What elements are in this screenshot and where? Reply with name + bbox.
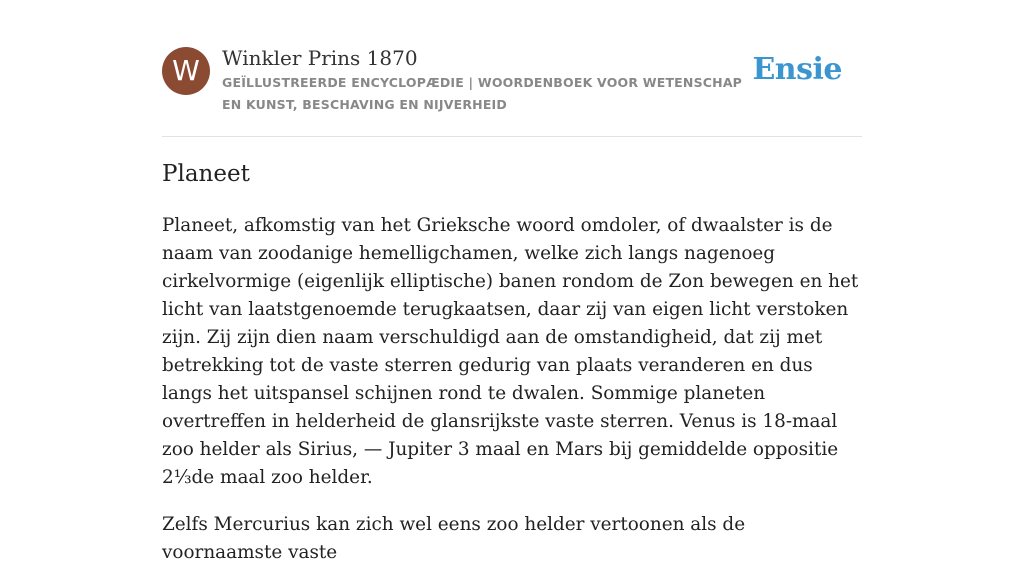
- article-title: Planeet: [162, 161, 250, 187]
- source-subtitle: GEÏLLUSTREERDE ENCYCLOPÆDIE | WOORDENBOEK VOOR WETENSCHAP EN KUNST, BESCHAVING EN NIJVERHEID: [222, 75, 743, 112]
- source-title[interactable]: Winkler Prins 1870: [222, 46, 418, 70]
- ensie-logo[interactable]: Ensie: [752, 52, 842, 87]
- article-body: [162, 212, 862, 586]
- source-avatar[interactable]: W: [162, 47, 210, 95]
- article-paragraph: Planeet, afkomstig van het Grieksche woord omdoler, of dwaalster is de naam van zoodanige hemelligchamen, welke zich langs nagenoeg cirkelvormige (eigenlijk elliptische) banen rondom de Zon bewegen en het licht van laatstgenoemde terugkaatsen, daar zij van eigen licht verstoken zijn. Zij zijn dien naam verschuldigd aan de omstandigheid, dat zij met betrekking tot de vaste sterren gedurig van plaats veranderen en dus langs het uitspansel schijnen rond te dwalen. Sommige planeten overtreffen in helderheid de glansrijkste vaste sterren. Venus is 18-maal zoo helder als Sirius, — Jupiter 3 maal en Mars bij gemiddelde oppositie 2⅓de maal zoo helder.: [162, 215, 859, 488]
- source-header: [162, 46, 862, 137]
- article-paragraph: Zelfs Mercurius kan zich wel eens zoo helder vertoonen als de voornaamste vaste: [162, 514, 746, 563]
